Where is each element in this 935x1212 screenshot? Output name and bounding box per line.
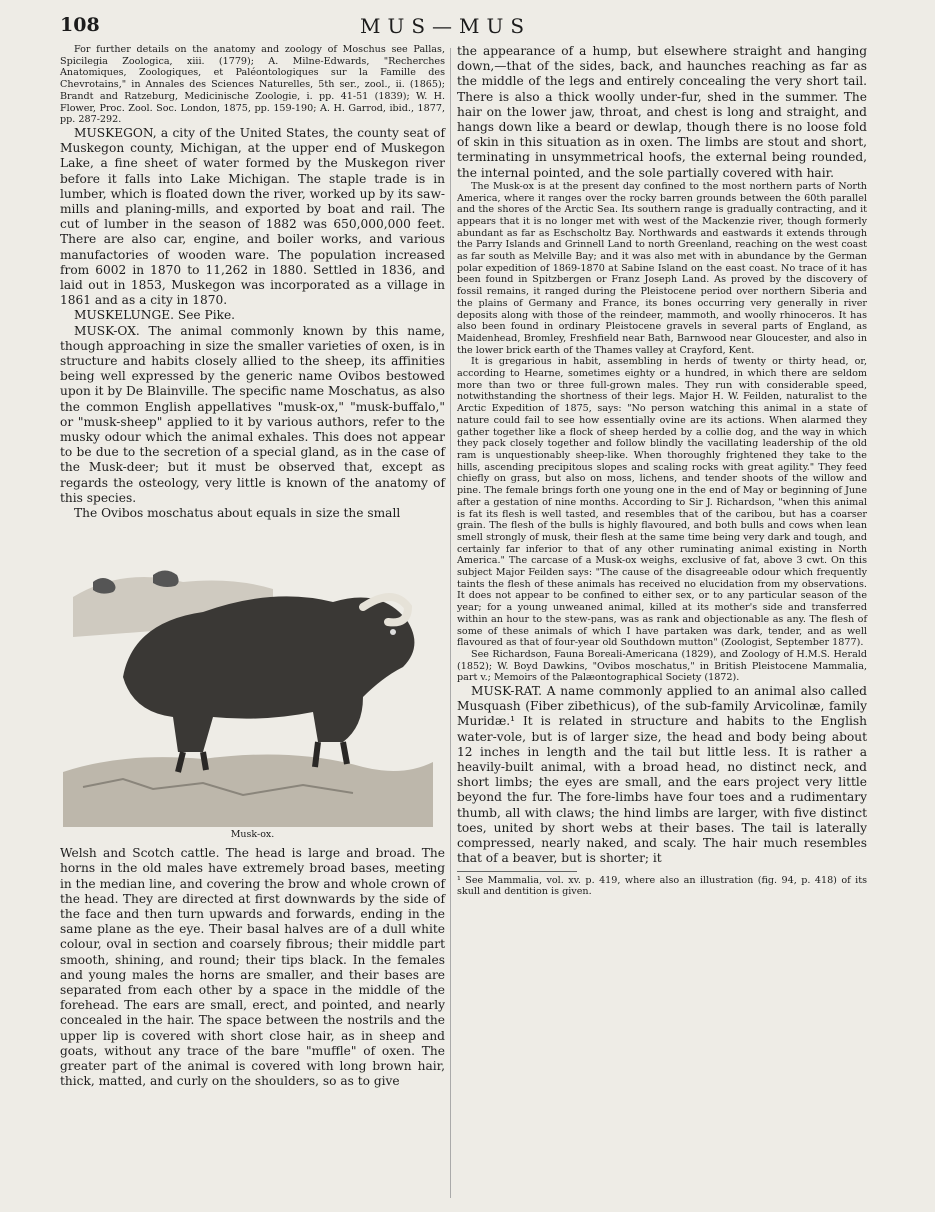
right-column [457,44,867,898]
figure-caption: Musk-ox. [230,829,275,841]
footnote: ¹ See Mammalia, vol. xv. p. 419, where also an illustration (fig. 94, p. 418) of its skull and dentition is given. [457,874,867,898]
musk-ox-range: The Musk-ox is at the present day confined to the most northern parts of North America, where it ranges over the rocky barren grounds between the 60th parallel and the shores of the Arctic Sea. Its southern range is gradually contracting, and it appears that it is no longer met with west of the Mackenzie river, though formerly abundant as far as Eschscholtz Bay. Northwards and eastwards it extends through the Parry Islands and Grinnell Land to north Greenland, reaching on the west coast as far south as Melville Bay; and it was also met with in abundance by the German polar expedition of 1869-1870 at Sabine Island on the east coast. No trace of it has been found in Spitzbergen or Franz Joseph Land. As proved by the discovery of fossil remains, it ranged during the Pleistocene period over northern Siberia and the plains of Germany and France, its bones occurring very generally in river deposits along with those of the reindeer, mammoth, and woolly rhinoceros. It has also been found in ordinary Pleistocene gravels in several parts of England, as Maidenhead, Bromley, Freshfield near Bath, Barnwood near Gloucester, and also in the lower brick earth of the Thames valley at Crayford, Kent. [457,180,867,356]
running-title: MUS—MUS [360,14,532,38]
page-number: 108 [60,14,100,36]
musk-ox-size-intro: The Ovibos moschatus about equals in size the small [74,506,401,520]
column-divider [450,48,451,1198]
footnote-rule [457,871,577,872]
article-muskelunge: MUSKELUNGE. See Pike. [74,308,236,323]
musk-ox-habits: It is gregarious in habit, assembling in herds of twenty or thirty head, or, according to Hearne, sometimes eighty or a hundred, in which there are seldom more than two or three full-grown males. They run with considerable speed, notwithstanding the shortness of their legs. Major H. W. Feilden, naturalist to the Arctic Expedition of 1875, says: "No person watching this animal in a state of nature could fail to see how essentially ovine are its actions. When alarmed they gather together like a flock of sheep herded by a collie dog, and the way in which they pack closely together and follow blindly the vacillating leadership of the old ram is unquestionably sheep-like. When thoroughly frightened they take to the hills, ascending precipitous slopes and scaling rocks with great agility." They feed chiefly on grass, but also on moss, lichens, and tender shoots of the willow and pine. The female brings forth one young one in the end of May or beginning of June after a gestation of nine months. According to Sir J. Richardson, "when this animal is fat its flesh is well tasted, and resembles that of the caribou, but has a coarser grain. The flesh of the bulls is highly flavoured, and both bulls and cows when lean smell strongly of musk, their flesh at the same time being very dark and tough, and certainly far inferior to that of any other ruminating animal existing in North America." The carcase of a Musk-ox weighs, exclusive of fat, above 3 cwt. On this subject Major Feilden says: "The cause of the disagreeable odour which frequently taints the flesh of these animals has received no elucidation from my observations. It does not appear to be confined to either sex, or to any particular season of the year; for a young unweaned animal, killed at its mother's side and transferred within an hour to the stew-pans, was as rank and objectionable as any. The flesh of some of these animals of which I have partaken was dark, tender, and as well flavoured as that of four-year old Southdown mutton" (Zoologist, September 1877). [457,356,867,649]
article-musk-ox: MUSK-OX. The animal commonly known by this name, though approaching in size the smaller varieties of oxen, is in structure and habits closely allied to the sheep, its affinities being well expressed by the generic name Ovibos bestowed upon it by De Blainville. The specific name Moschatus, as also the common English appellatives "musk-ox," "musk-buffalo," or "musk-sheep" applied to it by various authors, refer to the musky odour which the animal exhales. This does not appear to be due to the secretion of a special gland, as in the case of the Musk-deer; but it must be observed that, except as regards the osteology, very little is known of the anatomy of this species. [60,323,445,505]
article-muskegon: MUSKEGON, a city of the United States, the county seat of Muskegon county, Michigan, at the upper end of Muskegon Lake, a fine sheet of water formed by the Muskegon river before it falls into Lake Michigan. The staple trade is in lumber, which is floated down the river, worked up by its saw-mills and planing-mills, and exported by boat and rail. The cut of lumber in the season of 1882 was 650,000,000 feet. There are also car, engine, and boiler works, and various manufactories of wooden ware. The population increased from 6002 in 1870 to 11,262 in 1880. Settled in 1836, and laid out in 1853, Muskegon was incorporated as a village in 1861 and as a city in 1870. [60,125,445,308]
musk-ox-illustration [63,527,443,827]
musk-ox-references: See Richardson, Fauna Boreali-Americana (1829), and Zoology of H.M.S. Herald (1852); W. Boyd Dawkins, "Ovibos moschatus," in British Pleistocene Mammalia, part v.; Memoirs of the Palæontographical Society (1872). [457,648,867,684]
article-musk-rat: MUSK-RAT. A name commonly applied to an animal also called Musquash (Fiber zibethicus), of the sub-family Arvicolinæ, family Muridæ.¹ It is related in structure and habits to the English water-vole, but is of larger size, the head and body being about 12 inches in length and the tail but little less. It is rather a heavily-built animal, with a broad head, no distinct neck, and short limbs; the eyes are small, and the ears project very little beyond the fur. The fore-limbs have four toes and a rudimentary thumb, all with claws; the hind limbs are larger, with five distinct toes, united by short webs at their bases. The tail is laterally compressed, nearly naked, and scaly. The hair much resembles that of a beaver, but is shorter; it [457,684,867,866]
page-header [60,14,870,42]
moschus-references: For further details on the anatomy and zoology of Moschus see Pallas, Spicilegia Zoologica, xiii. (1779); A. Milne-Edwards, "Recherches Anatomiques, Zoologiques, et Paléontologiques sur la Famille des Chevrotains," in Annales des Sciences Naturelles, 5th ser., zool., ii. (1865); Brandt and Ratzeburg, Medicinische Zoologie, i. pp. 41-51 (1839); W. H. Flower, Proc. Zool. Soc. London, 1875, pp. 159-190; A. H. Garrod, ibid., 1877, pp. 287-292. [60,44,445,126]
musk-ox-engraving [63,527,443,827]
musk-ox-hair-description: the appearance of a hump, but elsewhere straight and hanging down,—that of the sides, back, and haunches reaching as far as the middle of the legs and entirely concealing the very short tail. There is also a thick woolly under-fur, shed in the summer. The hair on the lower jaw, throat, and chest is long and straight, and hangs down like a beard or dewlap, though there is no loose fold of skin in this situation as in oxen. The limbs are stout and short, terminating in unsymmetrical hoofs, the external being rounded, the internal pointed, and the sole partially covered with hair. [457,44,867,180]
left-column [60,44,445,1089]
musk-ox-description-cont: Welsh and Scotch cattle. The head is large and broad. The horns in the old males have extremely broad bases, meeting in the median line, and covering the brow and whole crown of the head. They are directed at first downwards by the side of the face and then turn upwards and forwards, ending in the same plane as the eye. Their basal halves are of a dull white colour, oval in section and coarsely fibrous; their middle part smooth, shining, and round; their tips black. In the females and young males the horns are smaller, and their bases are separated from each other by a space in the middle of the forehead. The ears are small, erect, and pointed, and nearly concealed in the hair. The space between the nostrils and the upper lip is covered with short close hair, as in sheep and goats, without any trace of the bare "muffle" of oxen. The greater part of the animal is covered with long brown hair, thick, matted, and curly on the shoulders, so as to give [60,846,445,1089]
